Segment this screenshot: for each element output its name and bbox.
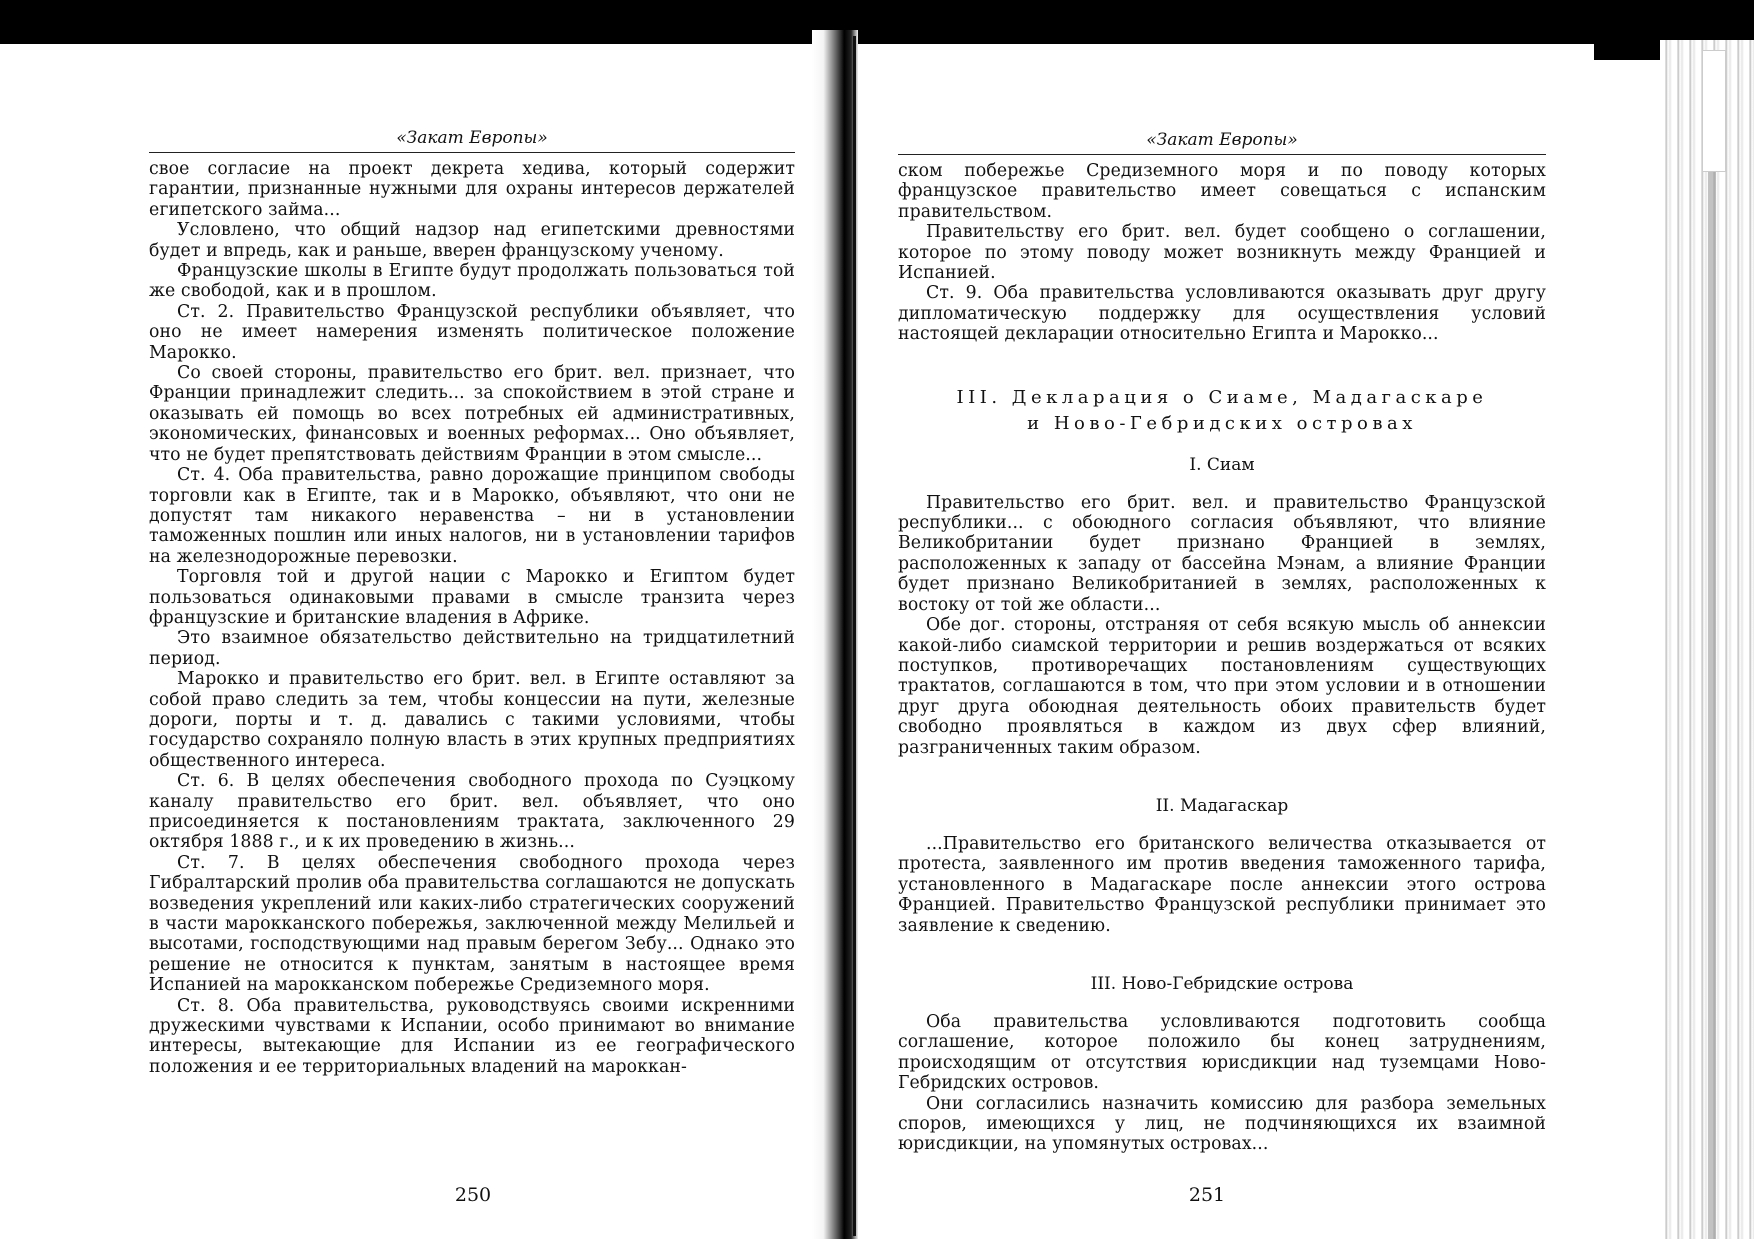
scan-top-border bbox=[0, 0, 1754, 44]
paragraph: Со своей стороны, правительство его брит. вел. признает, что Франции принадлежит следить... за спокойствием в этой стране и оказывать ей помощь во всех потребных ей административных, экономических, финансовых и военных реформах... Оно объявляет, что не будет препятствовать действиям Франции в этом смысле... bbox=[149, 363, 795, 465]
right-page-text bbox=[898, 161, 1546, 345]
page-edge-shadow bbox=[1708, 55, 1716, 1239]
paragraph: Правительству его брит. вел. будет сообщено о соглашении, которое по этому поводу может возникнуть между Францией и Испанией. bbox=[898, 222, 1546, 284]
book-gutter-shadow bbox=[812, 30, 858, 1239]
paragraph: Торговля той и другой нации с Марокко и Египтом будет пользоваться одинаковыми правами в смысле транзита через французские и британские владения в Африке. bbox=[149, 567, 795, 628]
paragraph: ском побережье Средиземного моря и по поводу которых французское правительство имеет совещаться с испанским правительством. bbox=[898, 161, 1546, 222]
paragraph: Обе дог. стороны, отстраняя от себя всякую мысль об аннексии какой-либо сиамской территории и решив воздержаться от всяких поступков, противоречащих постановлениям существующих трактатов, соглашаются в том, что при этом условии и в отношении друг друга обоюдная деятельность обоих правительств будет свободно проявляться в каждом из двух сфер влияний, разграниченных таким образом. bbox=[898, 615, 1546, 758]
left-page-text bbox=[149, 159, 795, 1077]
paragraph: Это взаимное обязательство действительно на тридцатилетний период. bbox=[149, 628, 795, 669]
left-page bbox=[149, 128, 795, 1077]
paragraph: Ст. 4. Оба правительства, равно дорожащие принципом свободы торговли как в Египте, так и в Марокко, объявляют, что они не допустят там никакого неравенства – ни в установлении таможенных пошлин или иных налогов, ни в установлении тарифов на железнодорожные перевозки. bbox=[149, 465, 795, 567]
paragraph: Марокко и правительство его брит. вел. в Египте оставляют за собой право следить за тем, чтобы концессии на пути, железные дороги, порты и т. д. давались с такими условиями, чтобы государство сохраняло полную власть в этих крупных предприятиях общественного интереса. bbox=[149, 669, 795, 771]
subsection-title-siam: I. Сиам bbox=[1189, 454, 1255, 475]
new-hebrides-text bbox=[898, 1012, 1546, 1155]
paragraph: Ст. 6. В целях обеспечения свободного прохода по Суэцкому каналу правительство его брит. вел. объявляет, что оно присоединяется к постановлениям трактата, заключенного 29 октября 1888 г., и к их проведению в жизнь... bbox=[149, 771, 795, 853]
paragraph: Они согласились назначить комиссию для разбора земельных споров, имеющихся у лиц, не подчиняющихся их взаимной юрисдикции, на упомянутых островах... bbox=[898, 1093, 1546, 1155]
paragraph: ...Правительство его британского величества отказывается от протеста, заявленного им против введения таможенного тарифа, установленного в Мадагаскаре после аннексии этого острова Францией. Правительство Французской республики принимает это заявление к сведению. bbox=[898, 833, 1546, 936]
section-title-line: III. Декларация о Сиаме, Мадагаскаре bbox=[956, 386, 1488, 408]
paragraph: Ст. 7. В целях обеспечения свободного прохода через Гибралтарский пролив оба правительства соглашаются не допускать возведения укреплений или каких-либо стратегических сооружений в части марокканского побережья, заключенной между Мелильей и высотами, господствующими над правым берегом Зебу... Однако это решение не относится к пунктам, занятым в настоящее время Испанией на марокканском побережье Средиземного моря. bbox=[149, 852, 795, 996]
paragraph: Оба правительства условливаются подготовить сообща соглашение, которое положило бы конец затруднениям, происходящим от отсутствия юрисдикции над туземцами Ново-Гебридских островов. bbox=[898, 1011, 1546, 1094]
paragraph: Правительство его брит. вел. и правительство Французской республики... с обоюдного согласия объявляют, что влияние Великобритании будет признано Францией в землях, расположенных к западу от бассейна Мэнам, а влияние Франции будет признано Великобританией в землях, расположенных к востоку от той же области... bbox=[898, 492, 1546, 615]
section-title-line: и Ново-Гебридских островах bbox=[1027, 412, 1417, 434]
subsection-title-new-hebrides: III. Ново-Гебридские острова bbox=[1090, 973, 1354, 994]
book-spine-line bbox=[853, 36, 856, 1236]
paragraph: Французские школы в Египте будут продолжать пользоваться той же свободой, как и в прошлом. bbox=[149, 261, 795, 302]
page-number-right: 251 bbox=[1188, 1184, 1226, 1206]
right-page bbox=[898, 130, 1546, 1155]
running-head: «Закат Европы» bbox=[898, 130, 1546, 155]
paragraph: свое согласие на проект декрета хедива, который содержит гарантии, признанные нужными для охраны интересов держателей египетского займа... bbox=[149, 159, 795, 220]
madagascar-text bbox=[898, 834, 1546, 936]
running-head: «Закат Европы» bbox=[149, 128, 795, 153]
page-edge-tab bbox=[1702, 50, 1726, 172]
siam-text bbox=[898, 493, 1546, 758]
paragraph: Ст. 8. Оба правительства, руководствуясь своими искренними дружескими чувствами к Испании, особо принимают во внимание интересы, вытекающие для Испании из ее географического положения и ее территориальных владений на мароккан- bbox=[149, 995, 795, 1077]
subsection-title-madagascar: II. Мадагаскар bbox=[1155, 795, 1289, 816]
page-number-left: 250 bbox=[454, 1184, 492, 1206]
paragraph: Ст. 2. Правительство Французской республики объявляет, что оно не имеет намерения изменять политическое положение Марокко. bbox=[149, 301, 795, 363]
paragraph: Ст. 9. Оба правительства условливаются оказывать друг другу дипломатическую поддержку для осуществления условий настоящей декларации относительно Египта и Марокко... bbox=[898, 283, 1546, 345]
page-edges-stack bbox=[1660, 40, 1754, 1239]
section-title bbox=[898, 385, 1546, 437]
paragraph: Условлено, что общий надзор над египетскими древностями будет и впредь, как и раньше, вверен французскому ученому. bbox=[149, 220, 795, 261]
